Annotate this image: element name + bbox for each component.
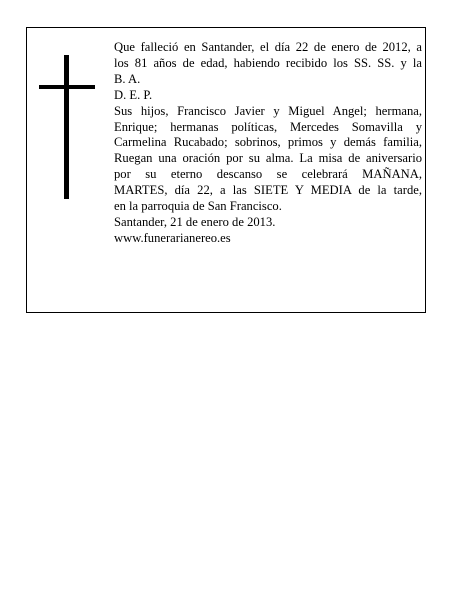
notice-line: D. E. P. <box>114 87 153 102</box>
obituary-notice <box>26 27 426 313</box>
notice-line: Ruegan una oración por su alma. La misa de aniversario <box>114 151 422 166</box>
website-link: www.funerarianereo.es <box>114 230 231 245</box>
notice-line: B. A. <box>114 71 141 86</box>
notice-line: por su eterno descanso se celebrará MAÑANA, <box>114 167 422 182</box>
notice-line: en la parroquia de San Francisco. <box>114 199 282 214</box>
notice-line: MARTES, día 22, a las SIETE Y MEDIA de la tarde, <box>114 183 422 198</box>
notice-text <box>114 40 422 247</box>
cross-vertical-bar <box>64 55 69 199</box>
notice-line: Sus hijos, Francisco Javier y Miguel Angel; hermana, <box>114 103 422 118</box>
cross-icon <box>39 55 95 199</box>
notice-line: Enrique; hermanas políticas, Mercedes Somavilla y <box>114 119 422 134</box>
cross-horizontal-bar <box>39 85 95 89</box>
notice-line: los 81 años de edad, habiendo recibido los SS. SS. y la <box>114 55 422 70</box>
notice-line: Carmelina Rucabado; sobrinos, primos y demás familia, <box>114 135 422 150</box>
notice-line: Que falleció en Santander, el día 22 de enero de 2012, a <box>114 40 422 54</box>
notice-line: Santander, 21 de enero de 2013. <box>114 214 276 229</box>
